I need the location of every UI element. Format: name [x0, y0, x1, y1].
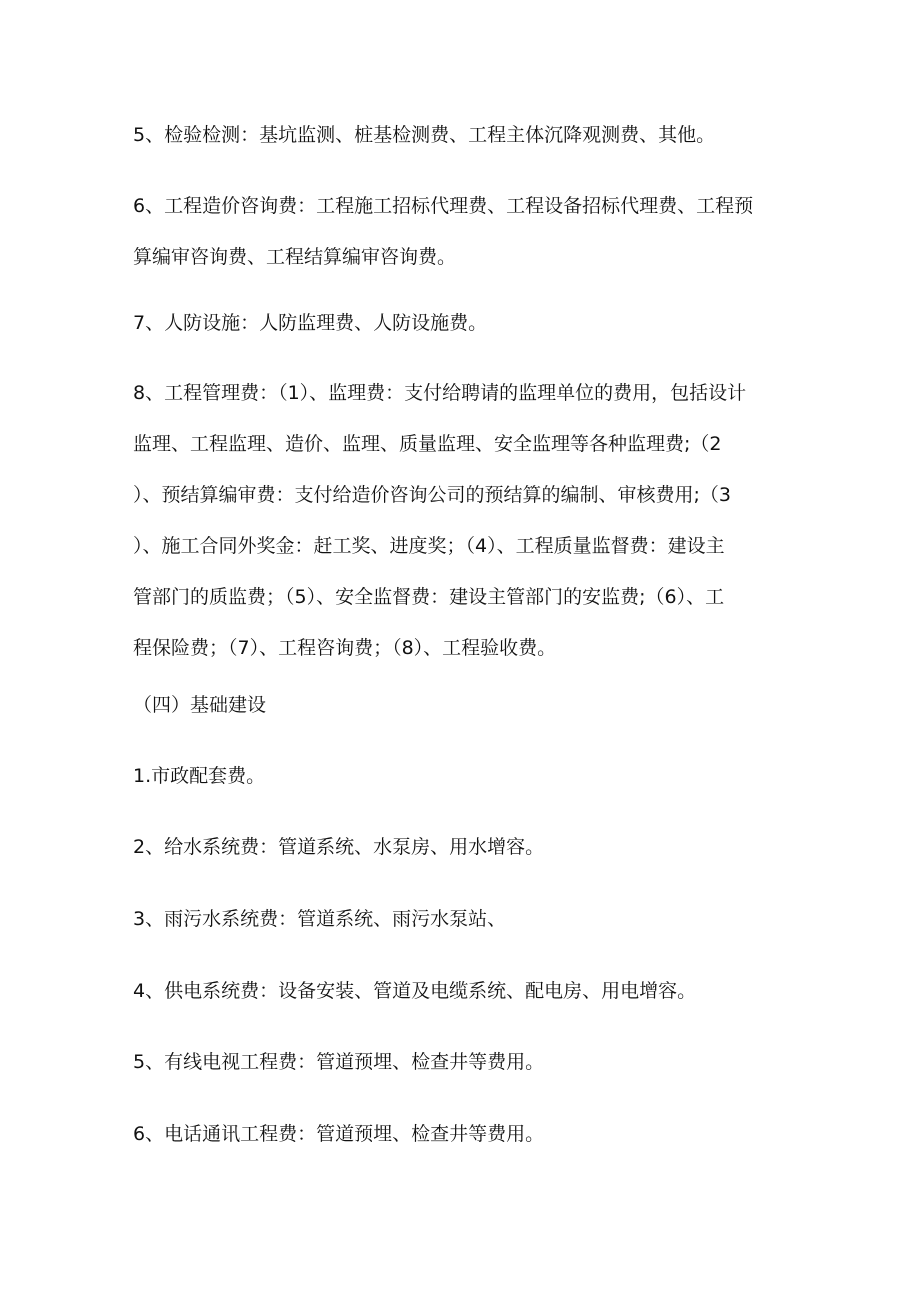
text-line: （四）基础建设: [133, 694, 267, 716]
paragraph-municipal-fee: [133, 751, 793, 802]
text-line: ）、预结算编审费：支付给造价咨询公司的预结算的编制、审核费用;（3: [133, 484, 731, 506]
text-line: 算编审咨询费、工程结算编审咨询费。: [133, 246, 457, 268]
text-line: 8、工程管理费：（1）、监理费：支付给聘请的监理单位的费用，包括设计: [133, 382, 747, 404]
paragraph-inspection-testing: [133, 110, 793, 161]
text-line: 监理、工程监理、造价、监理、质量监理、安全监理等各种监理费;（2: [133, 433, 722, 455]
paragraph-water-supply: [133, 822, 793, 873]
text-line: ）、施工合同外奖金：赶工奖、进度奖；（4）、工程质量监督费：建设主: [133, 535, 725, 557]
paragraph-power-supply: [133, 966, 793, 1017]
text-line: 6、工程造价咨询费：工程施工招标代理费、工程设备招标代理费、工程预: [133, 195, 754, 217]
text-line: 7、人防设施：人防监理费、人防设施费。: [133, 312, 488, 334]
paragraph-telecom: [133, 1109, 793, 1160]
text-line: 管部门的质监费；（5）、安全监督费：建设主管部门的安监费;（6）、工: [133, 586, 725, 608]
paragraph-cable-tv: [133, 1037, 793, 1088]
text-line: 4、供电系统费：设备安装、管道及电缆系统、配电房、用电增容。: [133, 980, 697, 1002]
text-line: 1.市政配套费。: [133, 765, 266, 787]
text-line: 6、电话通讯工程费：管道预埋、检查井等费用。: [133, 1123, 545, 1145]
section-heading-infrastructure: [133, 680, 793, 731]
paragraph-drainage: [133, 894, 793, 945]
text-line: 3、雨污水系统费：管道系统、雨污水泵站、: [133, 908, 507, 930]
text-line: 程保险费；（7）、工程咨询费；（8）、工程验收费。: [133, 637, 557, 659]
paragraph-civil-defense: [133, 298, 793, 349]
text-line: 5、检验检测：基坑监测、桩基检测费、工程主体沉降观测费、其他。: [133, 124, 716, 146]
text-line: 5、有线电视工程费：管道预埋、检查井等费用。: [133, 1051, 545, 1073]
text-line: 2、给水系统费：管道系统、水泵房、用水增容。: [133, 836, 545, 858]
paragraph-cost-consulting: [133, 181, 793, 283]
paragraph-project-management: [133, 368, 793, 674]
